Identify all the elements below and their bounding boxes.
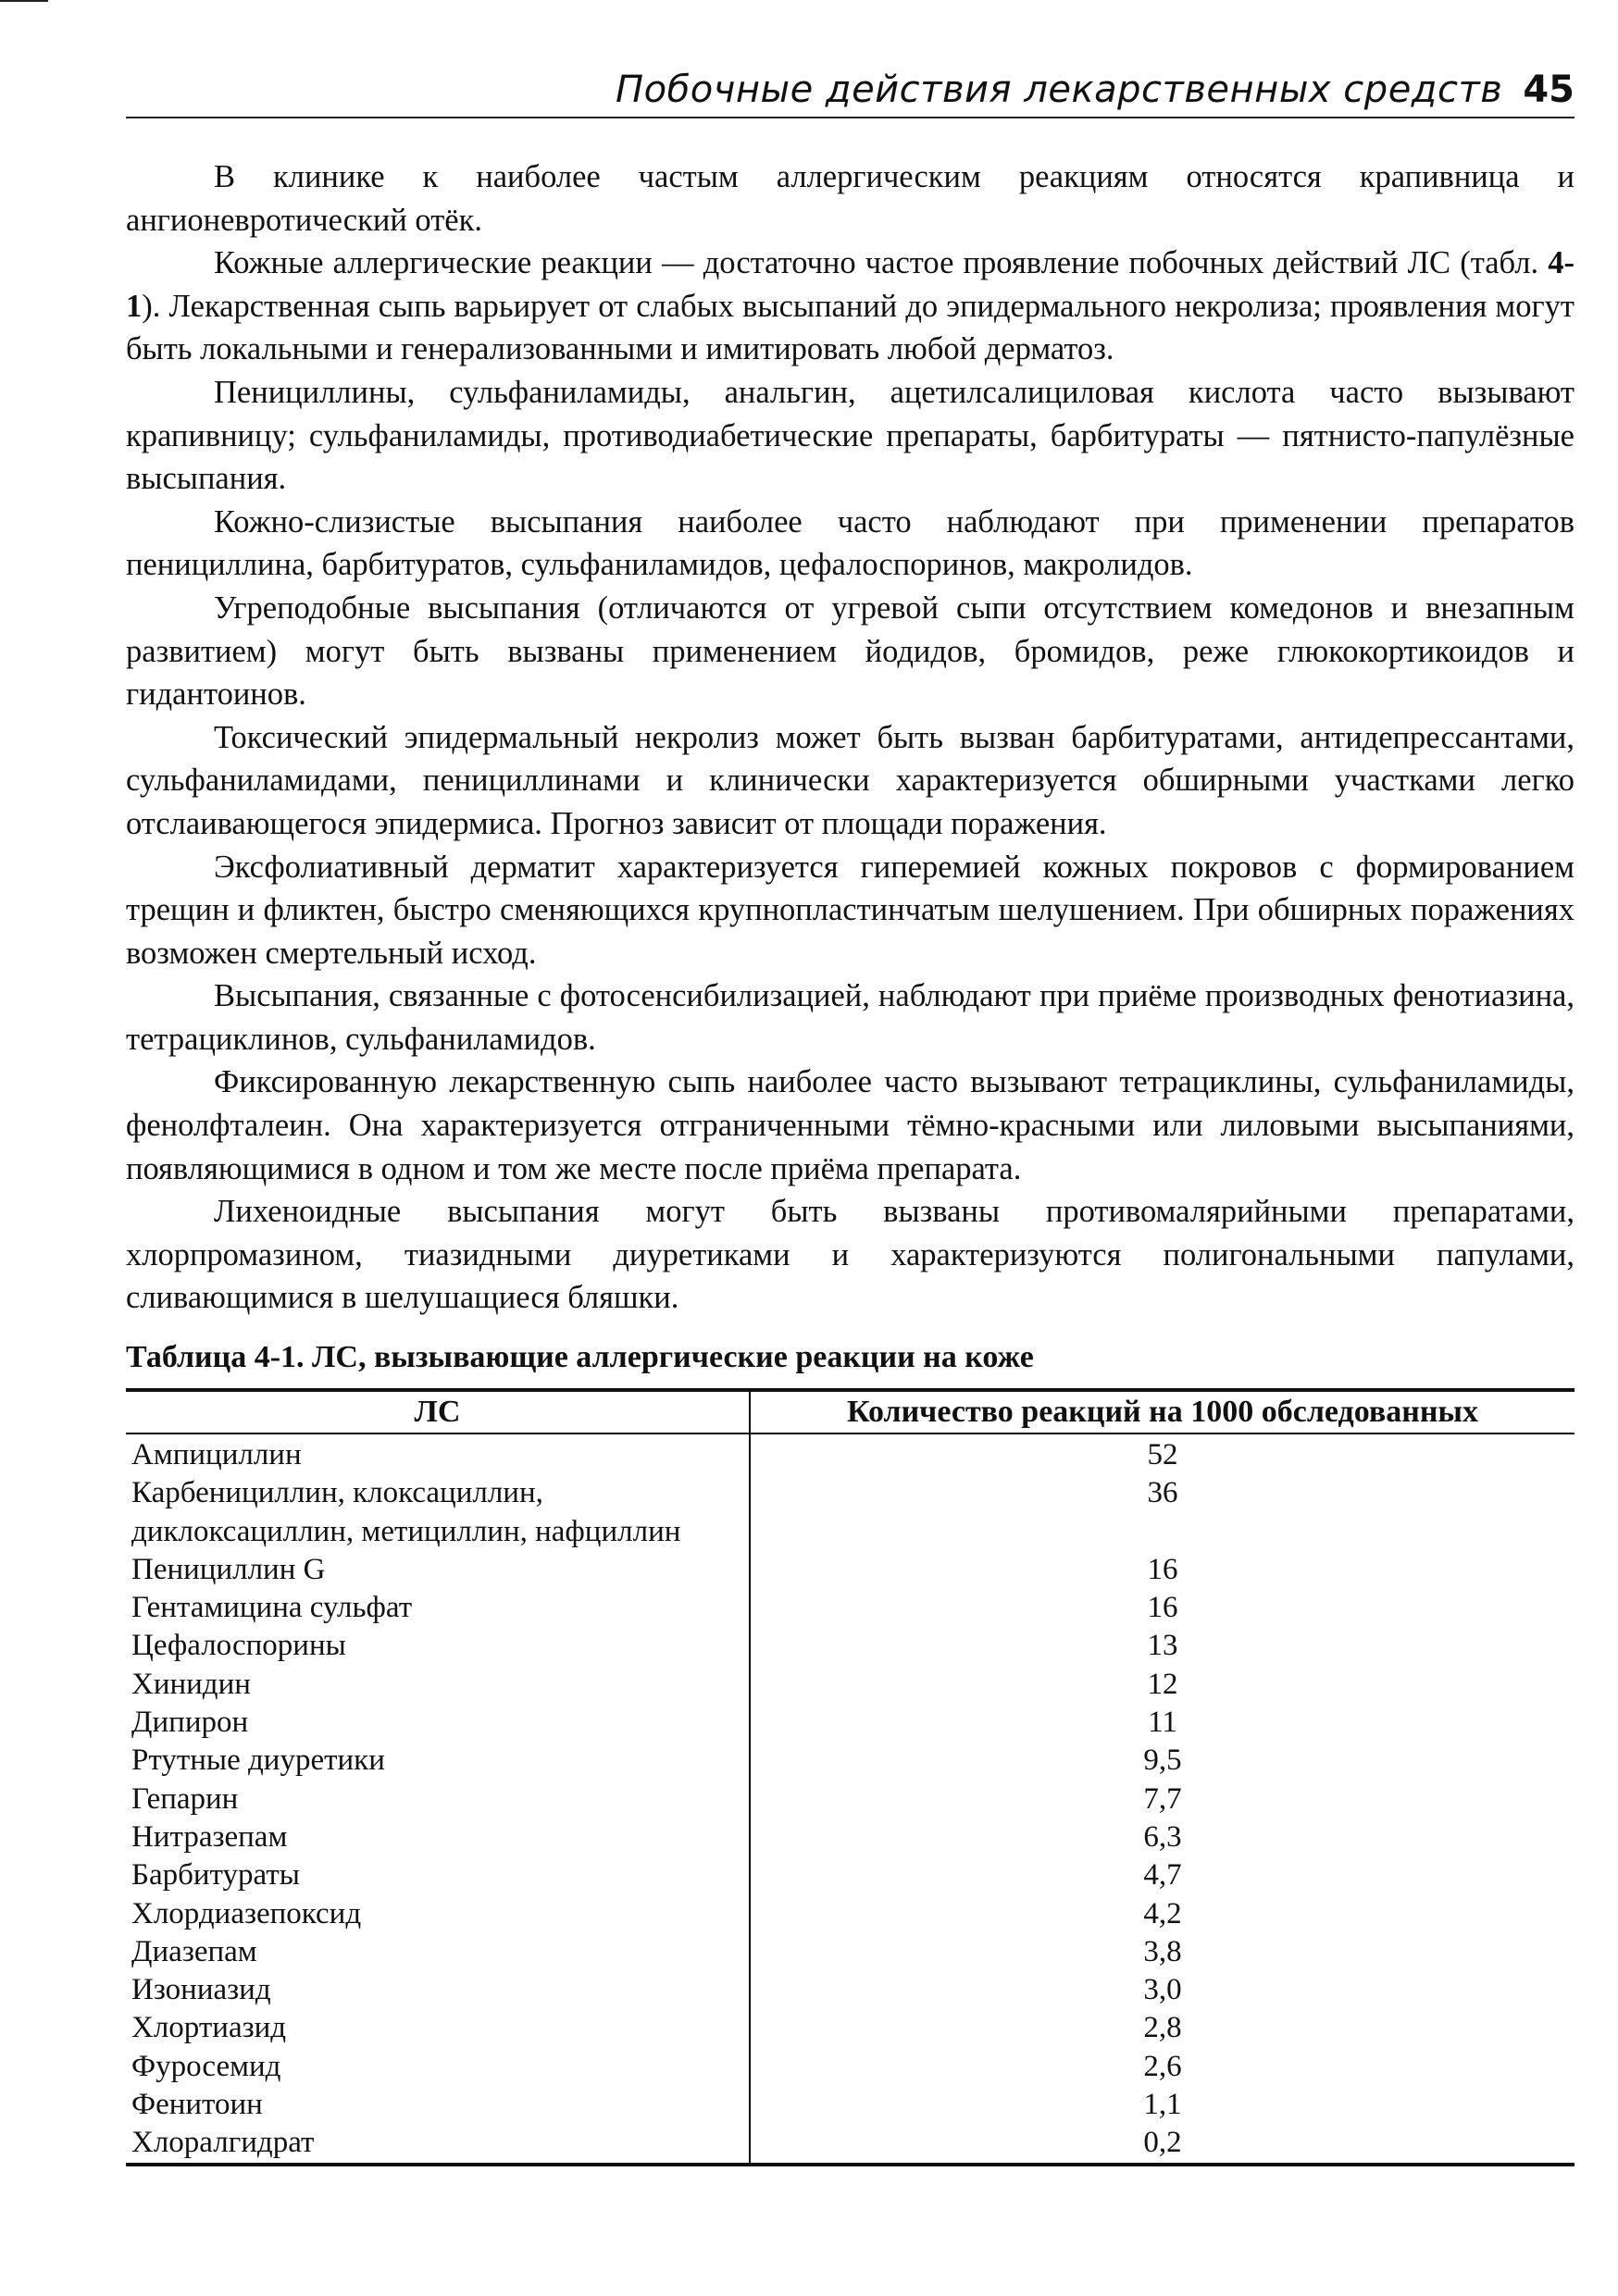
drug-name-cell: Фуросемид [126,2048,750,2086]
reaction-count-cell: 2,8 [1143,2011,1182,2045]
drug-reaction-table [126,1388,1574,2166]
drug-name-cell: Нитразепам [126,1818,750,1856]
reaction-count-cell: 0,2 [1143,2126,1182,2160]
page-number: 45 [1523,68,1574,111]
drug-name-cell: Хлоралгидрат [126,2124,750,2164]
paragraph: Фиксированную лекарственную сыпь наиболее часто вызывают тетрациклины, сульфаниламиды, фенолфталеин. Она характеризуется отграниченными тёмно-красными или лиловыми высыпаниями, появляющимися в одном и том же месте после приёма препарата. [126,1064,1574,1186]
reaction-count-cell: 2,6 [1143,2049,1182,2083]
table-row [126,1666,1574,1704]
reaction-count-cell: 16 [1147,1591,1178,1625]
running-header [126,57,1574,118]
drug-name-cell: диклоксациллин, метициллин, нафциллин [126,1513,750,1551]
drug-name-cell: Изониазид [126,1971,750,2009]
reaction-count-cell: 3,8 [1143,1934,1182,1968]
reaction-count-cell: 13 [1147,1629,1178,1663]
reaction-count-cell: 36 [1147,1476,1178,1510]
drug-name-cell: Гепарин [126,1781,750,1818]
paragraph: В клинике к наиболее частым аллергическим реакциям относятся крапивница и ангионевротический отёк. [126,159,1574,238]
drug-name-cell: Хлортиазид [126,2009,750,2047]
drug-name-cell: Фенитоин [126,2086,750,2124]
drug-name-cell: Дипирон [126,1704,750,1742]
reaction-count-cell [750,1513,1574,1551]
paragraph: Эксфолиативный дерматит характеризуется гиперемией кожных покровов с формированием трещин и фликтен, быстро сменяющихся крупнопластинчатым шелушением. При обширных поражениях возможен смертельный исход. [126,849,1574,971]
column-header-count: Количество реакций на 1000 обследованных [750,1390,1574,1433]
table-row [126,1742,1574,1780]
reaction-count-cell: 11 [1148,1706,1177,1740]
drug-name-cell: Хлордиазепоксид [126,1895,750,1933]
table-row [126,1818,1574,1856]
table-row [126,1589,1574,1627]
table-row [126,2048,1574,2086]
paragraph: Кожно-слизистые высыпания наиболее часто наблюдают при применении препаратов пенициллина, барбитуратов, сульфаниламидов, цефалоспоринов, макролидов. [126,503,1574,583]
table-row [126,1474,1574,1512]
drug-name-cell: Карбенициллин, клоксациллин, [126,1474,750,1512]
table-row [126,1895,1574,1933]
table-row [126,1513,1574,1551]
table-row [126,2009,1574,2047]
paragraph: Пенициллины, сульфаниламиды, анальгин, ацетилсалициловая кислота часто вызывают крапивницу; сульфаниламиды, противодиабетические препараты, барбитураты — пятнисто-папулёзные высыпания. [126,374,1574,497]
drug-name-cell: Хинидин [126,1666,750,1704]
drug-name-cell: Ртутные диуретики [126,1742,750,1780]
table-row [126,1704,1574,1742]
table-header-row [126,1390,1574,1433]
scan-corner-mark [0,0,48,2]
table-row [126,1627,1574,1665]
table-caption: Таблица 4-1. ЛС, вызывающие аллергические реакции на коже [126,1340,1034,1374]
table-row [126,1856,1574,1894]
table-reference: 4-1 [126,245,1574,324]
table-row [126,1781,1574,1818]
reaction-count-cell: 4,7 [1143,1858,1182,1893]
paragraph-text: ). Лекарственная сыпь варьирует от слабых высыпаний до эпидермального некролиза; проявления могут быть локальными и генерализованными и имитировать любой дерматоз. [126,288,1574,367]
reaction-count-cell: 4,2 [1143,1896,1182,1930]
table-row [126,2124,1574,2164]
paragraph: Угреподобные высыпания (отличаются от угревой сыпи отсутствием комедонов и внезапным развитием) могут быть вызваны применением йодидов, бромидов, реже глюкокортикоидов и гидантоинов. [126,590,1574,713]
reaction-count-cell: 52 [1147,1438,1178,1471]
reaction-count-cell: 12 [1147,1667,1178,1701]
paragraph: Высыпания, связанные с фотосенсибилизацией, наблюдают при приёме производных фенотиазина, тетрациклинов, сульфаниламидов. [126,978,1574,1057]
paragraph: Лихеноидные высыпания могут быть вызваны противомалярийными препаратами, хлорпромазином, тиазидными диуретиками и характеризуются полигональными папулами, сливающимися в шелушащиеся бляшки. [126,1194,1574,1316]
drug-name-cell: Ампициллин [126,1433,750,1474]
reaction-count-cell: 9,5 [1143,1744,1182,1778]
table-body [126,1433,1574,2165]
running-header-title: Побочные действия лекарственных средств [616,68,1503,111]
paragraph: Токсический эпидермальный некролиз может быть вызван барбитуратами, антидепрессантами, сульфаниламидами, пенициллинами и клинически характеризуется обширными участками легко отслаивающегося эпидермиса. Прогноз зависит от площади поражения. [126,719,1574,841]
table-row [126,1551,1574,1589]
drug-name-cell: Барбитураты [126,1856,750,1894]
reaction-count-cell: 6,3 [1143,1819,1182,1854]
column-header-drug: ЛС [126,1390,750,1433]
body-text [126,155,1574,1320]
drug-name-cell: Гентамицина сульфат [126,1589,750,1627]
paragraph-text: Кожные аллергические реакции — достаточно частое проявление побочных действий ЛС (табл. [214,245,1549,281]
table-row [126,1433,1574,1474]
drug-name-cell: Диазепам [126,1933,750,1971]
table-row [126,1933,1574,1971]
drug-name-cell: Цефалоспорины [126,1627,750,1665]
paragraph [126,242,1574,371]
table-row [126,2086,1574,2124]
reaction-count-cell: 7,7 [1143,1781,1182,1816]
table-row [126,1971,1574,2009]
drug-name-cell: Пенициллин G [126,1551,750,1589]
reaction-count-cell: 16 [1147,1552,1178,1586]
reaction-count-cell: 1,1 [1143,2088,1182,2122]
reaction-count-cell: 3,0 [1143,1973,1182,2007]
